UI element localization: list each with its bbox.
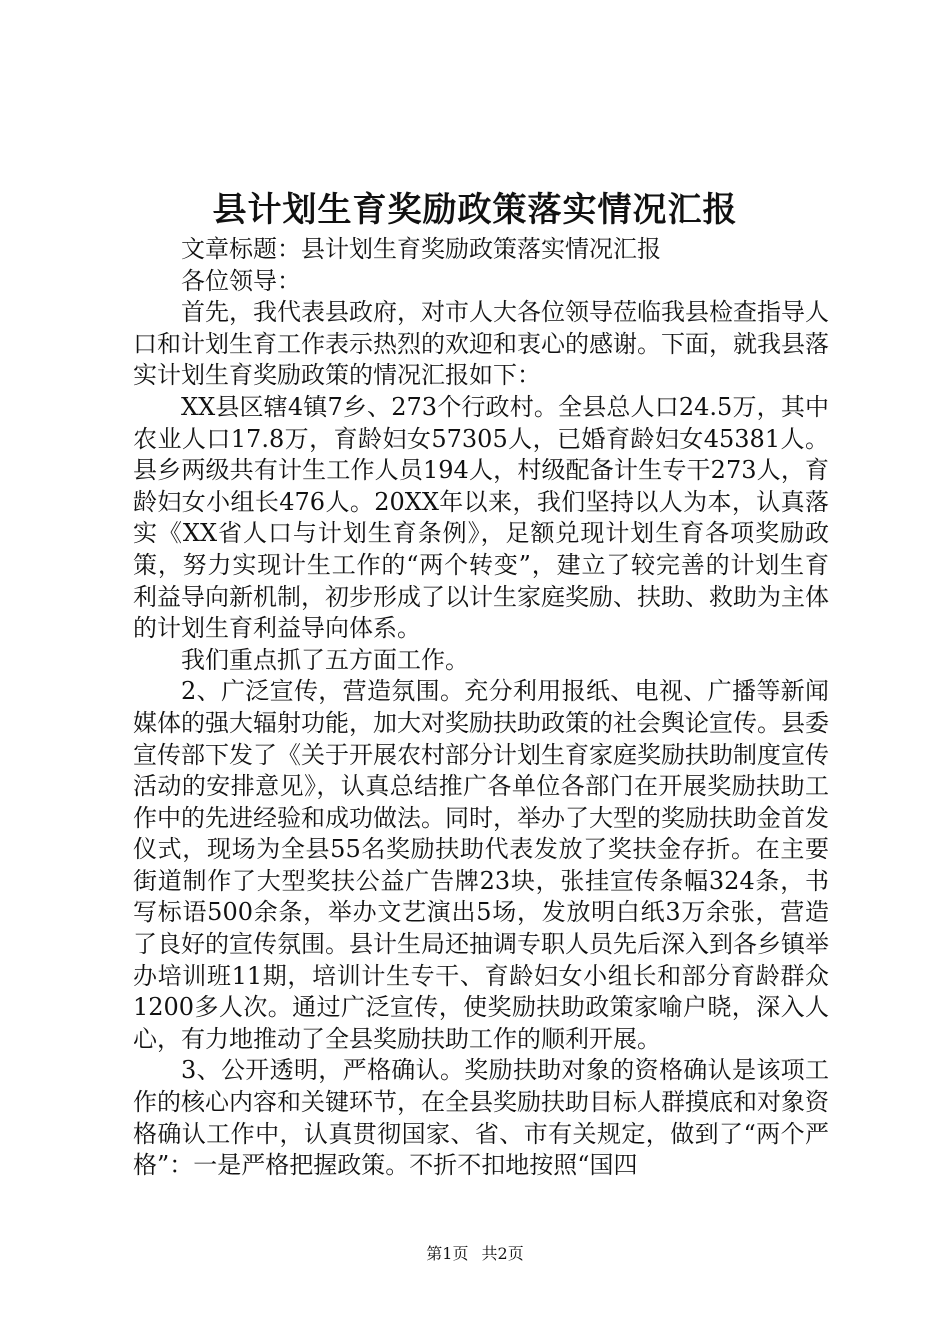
document-title: 县计划生育奖励政策落实情况汇报 <box>212 190 738 230</box>
page-footer <box>0 1243 950 1265</box>
paragraph-article-title: 文章标题：县计划生育奖励政策落实情况汇报 <box>181 235 661 263</box>
page-number: 第1页 <box>426 1244 469 1263</box>
paragraph-publicity: 2、广泛宣传，营造氛围。充分利用报纸、电视、广播等新闻媒体的强大辐射功能，加大对奖励扶助政策的社会舆论宣传。县委宣传部下发了《关于开展农村部分计划生育家庭奖励扶助制度宣传活动的安排意见》，认真总结推广各单位各部门在开展奖励扶助工作中的先进经验和成功做法。同时，举办了大型的奖励扶助金首发仪式，现场为全县55名奖励扶助代表发放了奖扶金存折。在主要街道制作了大型奖扶公益广告牌23块，张挂宣传条幅324条，书写标语500余条，举办文艺演出5场，发放明白纸3万余张，营造了良好的宣传氛围。县计生局还抽调专职人员先后深入到各乡镇举办培训班11期，培训计生专干、育龄妇女小组长和部分育龄群众1200多人次。通过广泛宣传，使奖励扶助政策家喻户晓，深入人心，有力地推动了全县奖励扶助工作的顺利开展。 <box>133 677 829 1053</box>
paragraph-county-overview: XX县区辖4镇7乡、273个行政村。全县总人口24.5万，其中农业人口17.8万，育龄妇女57305人，已婚育龄妇女45381人。县乡两级共有计生工作人员194人，村级配备计生专干273人，育龄妇女小组长476人。20XX年以来，我们坚持以人为本，认真落实《XX省人口与计划生育条例》，足额兑现计划生育各项奖励政策，努力实现计生工作的“两个转变”，建立了较完善的计划生育利益导向新机制，初步形成了以计生家庭奖励、扶助、救助为主体的计划生育利益导向体系。 <box>133 392 829 643</box>
document-body <box>133 234 829 1182</box>
paragraph-opening: 首先，我代表县政府，对市人大各位领导莅临我县检查指导人口和计划生育工作表示热烈的欢迎和衷心的感谢。下面，就我县落实计划生育奖励政策的情况汇报如下： <box>133 298 829 390</box>
paragraph-salutation: 各位领导： <box>181 266 301 295</box>
paragraph-qualification: 3、公开透明，严格确认。奖励扶助对象的资格确认是该项工作的核心内容和关键环节，在全县奖励扶助目标人群摸底和对象资格确认工作中，认真贯彻国家、省、市有关规定，做到了“两个严格”：一是严格把握政策。不折不扣地按照“国四 <box>133 1056 829 1180</box>
paragraph-five-aspects: 我们重点抓了五方面工作。 <box>181 645 469 674</box>
page-total: 共2页 <box>481 1244 524 1263</box>
